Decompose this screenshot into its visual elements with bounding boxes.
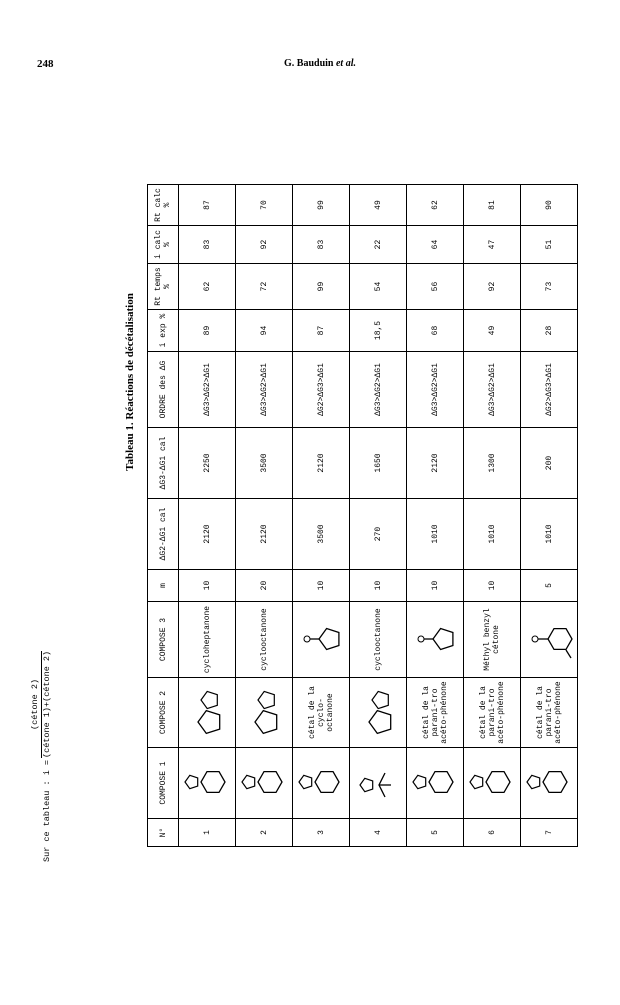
compose-3-cell: Méthyl benzyl cétone [464, 602, 521, 678]
table-row [236, 185, 293, 847]
order-cell: ΔG3>ΔG2>ΔG1 [179, 352, 236, 428]
compose-1-cell [521, 748, 578, 819]
page-number: 248 [37, 58, 54, 70]
cyclopentanone-structure [408, 608, 462, 672]
running-head [284, 58, 356, 69]
col-header-order: ORDRE des ΔG [148, 352, 179, 428]
rtcalc-cell: 90 [521, 185, 578, 226]
dg31-cell: 2120 [293, 428, 350, 499]
order-cell: ΔG2>ΔG3>ΔG1 [521, 352, 578, 428]
decetalisation-table [147, 184, 578, 847]
m-cell: 10 [293, 570, 350, 602]
cyclohexane-diol-ketal-structure [294, 751, 348, 815]
compose-2-cell [236, 678, 293, 748]
table-row [407, 185, 464, 847]
decetalisation-table-wrapper [147, 185, 563, 847]
col-header-m: m [148, 570, 179, 602]
icalc-cell: 22 [350, 226, 407, 264]
dg21-cell: 1010 [464, 499, 521, 570]
rt-cell: 54 [350, 264, 407, 310]
footnote-lead: Sur ce tableau : i = [42, 759, 52, 862]
rtcalc-cell: 99 [293, 185, 350, 226]
table-row [179, 185, 236, 847]
cyclohexane-diol-ketal-structure [237, 751, 291, 815]
compose-1-cell [464, 748, 521, 819]
icalc-cell: 51 [521, 226, 578, 264]
col-header-compose-2: COMPOSE 2 [148, 678, 179, 748]
icalc-cell: 47 [464, 226, 521, 264]
compose-2-cell: cétal de la parani-tro acéto-phénone [521, 678, 578, 748]
iexp-cell: 28 [521, 310, 578, 352]
table-row [350, 185, 407, 847]
iexp-cell: 89 [179, 310, 236, 352]
running-head-author: G. Bauduin [284, 58, 334, 69]
rt-cell: 92 [464, 264, 521, 310]
order-cell: ΔG3>ΔG2>ΔG1 [407, 352, 464, 428]
icalc-cell: 83 [293, 226, 350, 264]
iexp-cell: 49 [464, 310, 521, 352]
col-header-dg21: ΔG2-ΔG1 cal [148, 499, 179, 570]
icalc-cell: 64 [407, 226, 464, 264]
compose-2-cell [179, 678, 236, 748]
col-header-icalc: i calc % [148, 226, 179, 264]
compose-1-cell [350, 748, 407, 819]
dg31-cell: 1300 [464, 428, 521, 499]
rtcalc-cell: 62 [407, 185, 464, 226]
rtcalc-cell: 81 [464, 185, 521, 226]
running-head-etal: et al. [335, 58, 356, 69]
rt-cell: 56 [407, 264, 464, 310]
row-number-cell: 6 [464, 819, 521, 847]
compose-2-cell: cétal de la parani-tro acéto-phénone [464, 678, 521, 748]
table-row [521, 185, 578, 847]
col-header-compose-3: COMPOSE 3 [148, 602, 179, 678]
col-header-iexp: i exp % [148, 310, 179, 352]
iexp-cell: 87 [293, 310, 350, 352]
iexp-cell: 18,5 [350, 310, 407, 352]
dg21-cell: 1010 [407, 499, 464, 570]
row-number-cell: 3 [293, 819, 350, 847]
rt-cell: 62 [179, 264, 236, 310]
compose-3-cell [521, 602, 578, 678]
rt-cell: 99 [293, 264, 350, 310]
table-row [293, 185, 350, 847]
compose-2-cell: cétal de la cyclo-octanone [293, 678, 350, 748]
order-cell: ΔG2>ΔG3>ΔG1 [293, 352, 350, 428]
dg21-cell: 3500 [293, 499, 350, 570]
table-header-row [148, 185, 179, 847]
m-cell: 10 [350, 570, 407, 602]
compose-2-cell [350, 678, 407, 748]
cyclohexane-diol-ketal-structure [522, 751, 576, 815]
dg31-cell: 1650 [350, 428, 407, 499]
dg31-cell: 3500 [236, 428, 293, 499]
rtcalc-cell: 49 [350, 185, 407, 226]
m-cell: 10 [464, 570, 521, 602]
order-cell: ΔG3>ΔG2>ΔG1 [236, 352, 293, 428]
m-cell: 10 [407, 570, 464, 602]
compose-1-cell [407, 748, 464, 819]
col-header-dg31: ΔG3-ΔG1 cal [148, 428, 179, 499]
m-cell: 5 [521, 570, 578, 602]
compose-1-cell [179, 748, 236, 819]
iexp-cell: 94 [236, 310, 293, 352]
footnote-fraction [30, 651, 53, 758]
row-number-cell: 5 [407, 819, 464, 847]
compose-3-cell: cyclooctanone [236, 602, 293, 678]
dg31-cell: 2120 [407, 428, 464, 499]
row-number-cell: 4 [350, 819, 407, 847]
cyclohexane-diol-ketal-structure [465, 751, 519, 815]
col-header-n: N° [148, 819, 179, 847]
order-cell: ΔG3>ΔG2>ΔG1 [464, 352, 521, 428]
methylcyclohexanone-structure [522, 608, 576, 672]
compose-2-cell: cétal de la parani-tro acéto-phénone [407, 678, 464, 748]
rt-cell: 72 [236, 264, 293, 310]
m-cell: 20 [236, 570, 293, 602]
table-caption: Tableau 1. Réactions de décétalisation [124, 293, 136, 471]
cyclopentane-spiro-ketal-structure [180, 681, 234, 745]
m-cell: 10 [179, 570, 236, 602]
dg21-cell: 270 [350, 499, 407, 570]
row-number-cell: 7 [521, 819, 578, 847]
footnote-denominator: (cétone 1)+(cétone 2) [42, 650, 52, 758]
table-footnote [30, 632, 64, 862]
rt-cell: 73 [521, 264, 578, 310]
icalc-cell: 83 [179, 226, 236, 264]
col-header-compose-1: COMPOSE 1 [148, 748, 179, 819]
rtcalc-cell: 70 [236, 185, 293, 226]
table-row [464, 185, 521, 847]
cyclopentanone-structure [294, 608, 348, 672]
cyclopentane-spiro-ketal-structure [351, 681, 405, 745]
compose-3-cell [407, 602, 464, 678]
rtcalc-cell: 87 [179, 185, 236, 226]
compose-3-cell [293, 602, 350, 678]
order-cell: ΔG3>ΔG2>ΔG1 [350, 352, 407, 428]
col-header-rtcalc: Rt calc % [148, 185, 179, 226]
methyl-ketal-structure [351, 751, 405, 815]
iexp-cell: 68 [407, 310, 464, 352]
compose-1-cell [293, 748, 350, 819]
cyclohexane-diol-ketal-structure [408, 751, 462, 815]
dg31-cell: 200 [521, 428, 578, 499]
dg21-cell: 1010 [521, 499, 578, 570]
compose-3-cell: cycloheptanone [179, 602, 236, 678]
dg21-cell: 2120 [179, 499, 236, 570]
cyclopentane-spiro-ketal-structure [237, 681, 291, 745]
cyclohexane-diol-ketal-structure [180, 751, 234, 815]
col-header-rt: Rt temps % [148, 264, 179, 310]
icalc-cell: 92 [236, 226, 293, 264]
dg31-cell: 2250 [179, 428, 236, 499]
compose-3-cell: cyclooctanone [350, 602, 407, 678]
compose-1-cell [236, 748, 293, 819]
row-number-cell: 2 [236, 819, 293, 847]
row-number-cell: 1 [179, 819, 236, 847]
dg21-cell: 2120 [236, 499, 293, 570]
footnote-numerator: (cétone 2) [30, 651, 42, 758]
